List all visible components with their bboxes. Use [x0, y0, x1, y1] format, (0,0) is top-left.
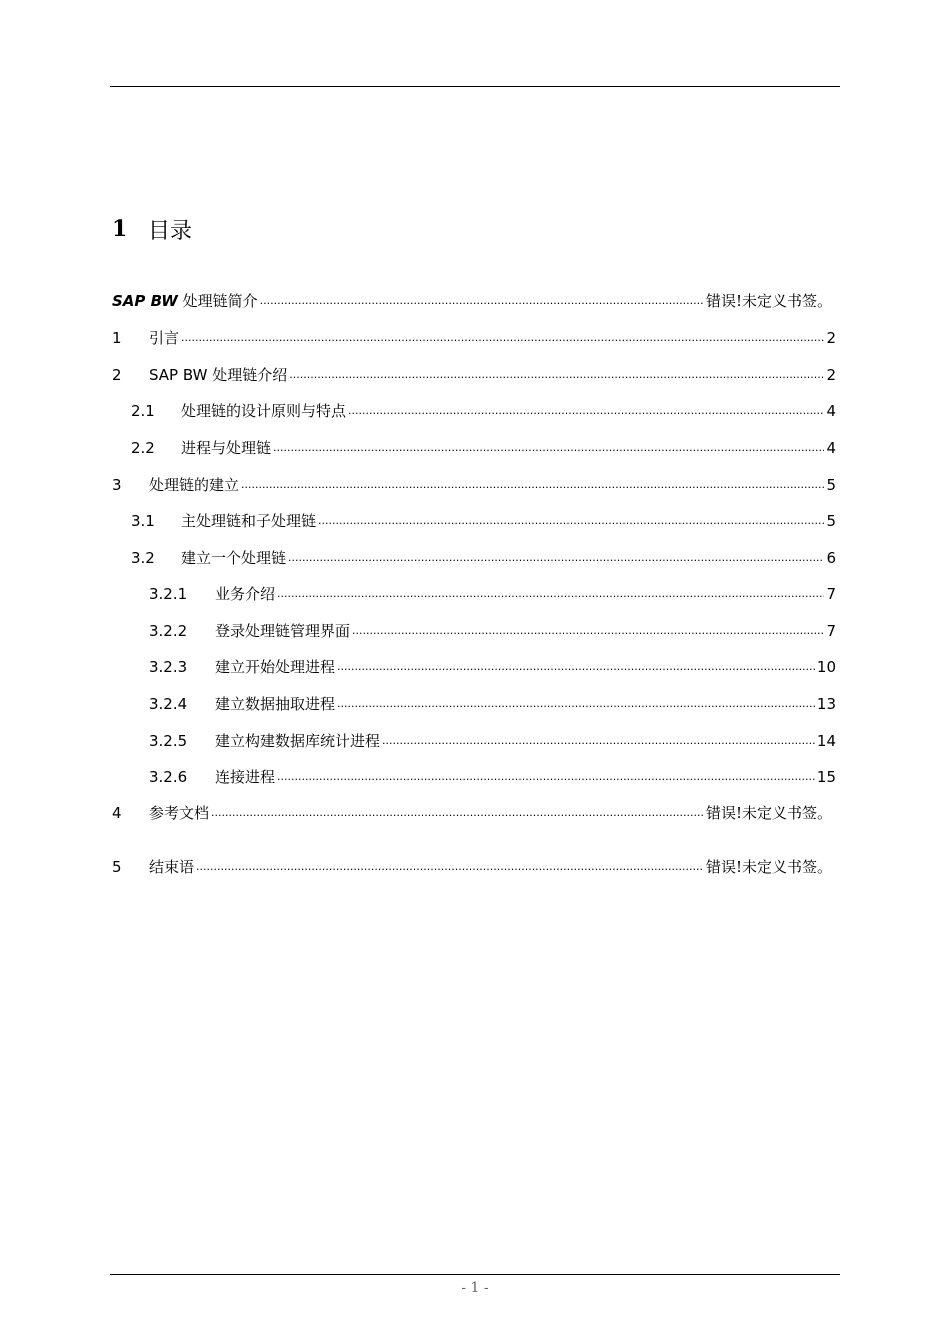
- toc-entry-3-1[interactable]: [131, 508, 836, 530]
- toc-leader-dots: [277, 770, 815, 784]
- toc-entry-page: 错误!未定义书签。: [705, 292, 832, 310]
- toc-entry-title: 业务介绍: [215, 585, 276, 603]
- toc-entry-page: 5: [826, 512, 836, 530]
- toc-entry-number: 3.2: [131, 549, 155, 567]
- toc-entry-title: 建立一个处理链: [181, 549, 287, 567]
- toc-entry-title: SAP BW 处理链介绍: [149, 366, 288, 384]
- toc-leader-dots: [289, 368, 824, 382]
- toc-leader-dots: [288, 551, 824, 565]
- toc-entry-number: 3.2.2: [149, 622, 188, 640]
- toc-entry-1[interactable]: [112, 325, 836, 347]
- toc-entry-3-2[interactable]: [131, 545, 836, 567]
- toc-entry-number: 3.2.5: [149, 732, 188, 750]
- toc-entry-page: 2: [826, 366, 836, 384]
- toc-entry-title: 处理链的建立: [149, 476, 240, 494]
- toc-entry-3-2-5[interactable]: [149, 728, 836, 750]
- toc-entry-2[interactable]: [112, 362, 836, 384]
- toc-entry-number: 2: [112, 366, 122, 384]
- toc-entry-page: 14: [816, 732, 836, 750]
- toc-entry-page: 7: [826, 622, 836, 640]
- toc-entry-page: 错误!未定义书签。: [705, 804, 832, 822]
- toc-entry-title: 处理链的设计原则与特点: [181, 402, 347, 420]
- toc-entry-title: 参考文档: [149, 804, 210, 822]
- toc-leader-dots: [260, 294, 704, 308]
- toc-entry-3[interactable]: [112, 472, 836, 494]
- footer-page-number: - 1 -: [461, 1280, 489, 1296]
- toc-leader-dots: [348, 404, 824, 418]
- toc-entry-number: 3.1: [131, 512, 155, 530]
- toc-entry-sap-bw-intro[interactable]: [112, 288, 832, 310]
- toc-leader-dots: [318, 514, 824, 528]
- toc-entry-4[interactable]: [112, 800, 832, 822]
- toc-entry-page: 4: [826, 402, 836, 420]
- toc-entry-title: 建立开始处理进程: [215, 658, 336, 676]
- toc-leader-dots: [382, 734, 815, 748]
- toc-leader-dots: [352, 624, 824, 638]
- toc-entry-page: 13: [816, 695, 836, 713]
- toc-entry-title-en: SAP BW: [112, 292, 178, 310]
- toc-entry-page: 5: [826, 476, 836, 494]
- toc-entry-3-2-6[interactable]: [149, 764, 836, 786]
- toc-entry-title: 主处理链和子处理链: [181, 512, 317, 530]
- toc-entry-number: 3.2.4: [149, 695, 188, 713]
- toc-entry-number: 1: [112, 329, 122, 347]
- toc-entry-title: 结束语: [149, 858, 195, 876]
- toc-entry-title: 连接进程: [215, 768, 276, 786]
- toc-entry-page: 7: [826, 585, 836, 603]
- toc-leader-dots: [211, 806, 704, 820]
- toc-entry-page: 4: [826, 439, 836, 457]
- toc-entry-title: 进程与处理链: [181, 439, 272, 457]
- toc-entry-3-2-1[interactable]: [149, 581, 836, 603]
- toc-entry-number: 5: [112, 858, 122, 876]
- toc-leader-dots: [241, 478, 824, 492]
- toc-entry-number: 4: [112, 804, 122, 822]
- toc-entry-title: 引言: [149, 329, 180, 347]
- toc-entry-page: 10: [816, 658, 836, 676]
- toc-entry-page: 15: [816, 768, 836, 786]
- toc-entry-page: 2: [826, 329, 836, 347]
- toc-entry-3-2-2[interactable]: [149, 618, 836, 640]
- toc-heading-number: 1: [112, 216, 128, 242]
- toc-entry-number: 3.2.6: [149, 768, 188, 786]
- toc-entry-2-2[interactable]: [131, 435, 836, 457]
- toc-heading-label: 目录: [148, 218, 193, 244]
- toc-entry-2-1[interactable]: [131, 398, 836, 420]
- toc-entry-title: 建立数据抽取进程: [215, 695, 336, 713]
- toc-heading: [112, 212, 192, 246]
- toc-entry-number: 3: [112, 476, 122, 494]
- toc-entry-number: 2.2: [131, 439, 155, 457]
- header-rule: [110, 86, 840, 87]
- toc-leader-dots: [181, 331, 824, 345]
- toc-entry-title: 处理链简介: [182, 292, 258, 310]
- toc-entry-page: 6: [826, 549, 836, 567]
- toc-entry-5[interactable]: [112, 854, 832, 876]
- toc-leader-dots: [337, 660, 815, 674]
- toc-entry-title: 登录处理链管理界面: [215, 622, 351, 640]
- toc-leader-dots: [273, 441, 824, 455]
- toc-entry-number: 2.1: [131, 402, 155, 420]
- toc-entry-3-2-4[interactable]: [149, 691, 836, 713]
- toc-leader-dots: [277, 587, 824, 601]
- toc-entry-number: 3.2.1: [149, 585, 188, 603]
- toc-entry-title: 建立构建数据库统计进程: [215, 732, 381, 750]
- toc-leader-dots: [196, 860, 704, 874]
- toc-entry-3-2-3[interactable]: [149, 654, 836, 676]
- toc-entry-page: 错误!未定义书签。: [705, 858, 832, 876]
- footer-rule: [110, 1274, 840, 1275]
- toc-leader-dots: [337, 697, 815, 711]
- toc-entry-number: 3.2.3: [149, 658, 188, 676]
